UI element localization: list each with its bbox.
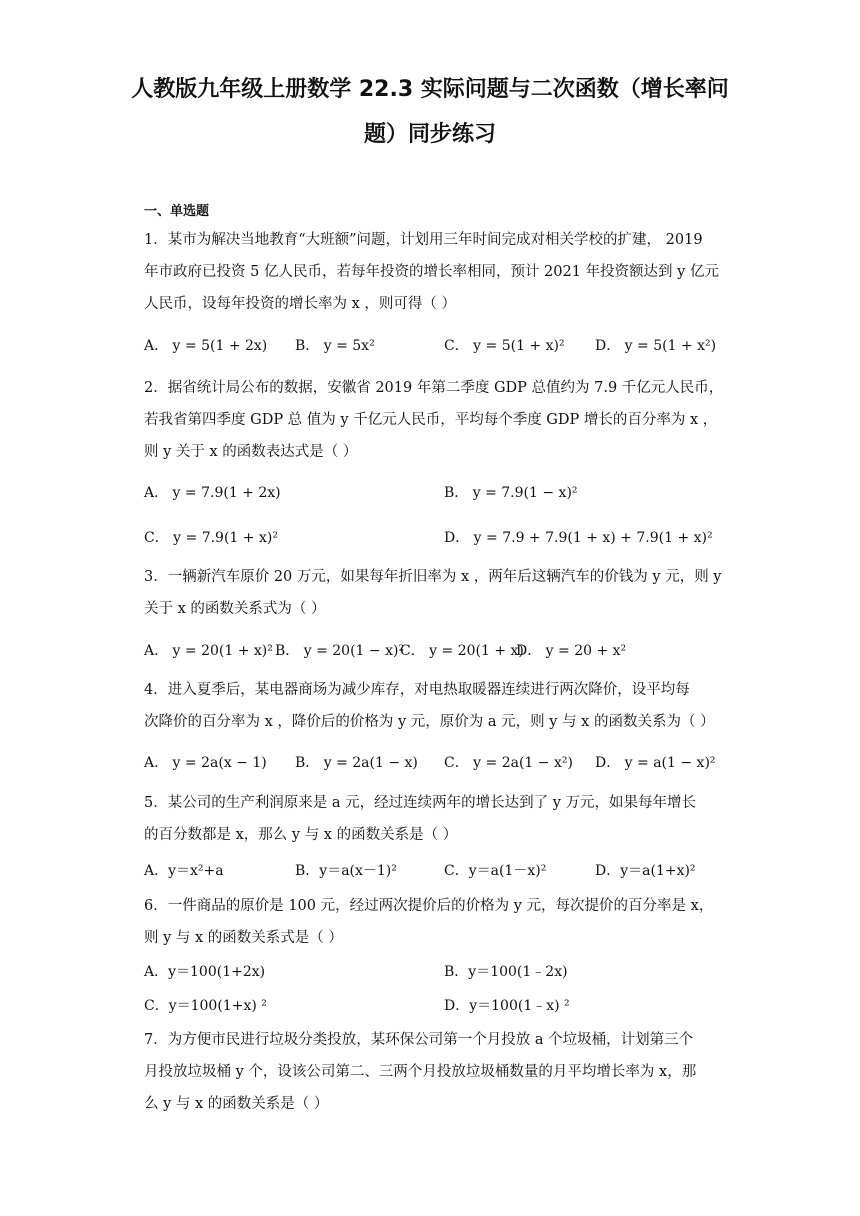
question-2-option-c: C． y = 7.9(1 + x)² <box>144 530 278 546</box>
question-5-option-c: C．y＝a(1－x)² <box>444 863 547 879</box>
question-5-line-1: 5．某公司的生产利润原来是 a 元，经过连续两年的增长达到了 y 万元，如果每年增长 <box>144 795 696 811</box>
question-7-line-3: 么 y 与 x 的函数关系是（ ） <box>144 1096 329 1112</box>
question-2-line-1: 2．据省统计局公布的数据，安徽省 2019 年第二季度 GDP 总值约为 7.9 千亿元人民币， <box>144 380 724 396</box>
question-3-line-1: 3．一辆新汽车原价 20 万元，如果每年折旧率为 x ，两年后这辆汽车的价钱为 y 元，则 y <box>144 569 722 585</box>
question-4-line-1: 4．进入夏季后，某电器商场为减少库存，对电热取暖器连续进行两次降价，设平均每 <box>144 682 690 698</box>
question-2-option-a: A． y = 7.9(1 + 2x) <box>144 485 281 501</box>
question-7-line-2: 月投放垃圾桶 y 个，设该公司第二、三两个月投放垃圾桶数量的月平均增长率为 x，那 <box>144 1064 697 1080</box>
document-title-line1: 人教版九年级上册数学 22.3 实际问题与二次函数（增长率问 <box>131 77 729 102</box>
question-5-line-2: 的百分数都是 x，那么 y 与 x 的函数关系是（ ） <box>144 827 458 843</box>
question-3-line-2: 关于 x 的函数关系式为（ ） <box>144 601 326 617</box>
question-6-line-1: 6．一件商品的原价是 100 元，经过两次提价后的价格为 y 元，每次提价的百分率是 x， <box>144 898 714 914</box>
question-4-option-c: C． y = 2a(1 − x²) <box>444 755 573 771</box>
question-1-line-2: 年市政府已投资 5 亿人民币，若每年投资的增长率相同，预计 2021 年投资额达到 y 亿元 <box>144 264 719 280</box>
question-3-option-c: C． y = 20(1 + x) <box>400 643 524 659</box>
question-4-option-b: B． y = 2a(1 − x) <box>295 755 418 771</box>
question-5-option-a: A．y＝x²+a <box>144 863 224 879</box>
question-6-option-a: A．y＝100(1+2x) <box>144 964 266 980</box>
question-2-option-b: B． y = 7.9(1 − x)² <box>444 485 578 501</box>
question-4-option-d: D． y = a(1 − x)² <box>595 755 716 771</box>
section-heading: 一、单选题 <box>144 204 210 219</box>
question-1-option-c: C． y = 5(1 + x)² <box>444 338 565 354</box>
question-6-option-d: D．y＝100(1﹣x) ² <box>444 998 570 1014</box>
question-1-option-a: A． y = 5(1 + 2x) <box>144 338 268 354</box>
question-4-line-2: 次降价的百分率为 x ，降价后的价格为 y 元，原价为 a 元，则 y 与 x 的函数关系为（ ） <box>144 714 715 730</box>
question-1-line-3: 人民币，设每年投资的增长率为 x ，则可得（ ） <box>144 296 457 312</box>
question-1-option-d: D． y = 5(1 + x²) <box>595 338 717 354</box>
question-1-line-1: 1．某市为解决当地教育“大班额”问题，计划用三年时间完成对相关学校的扩建， 2019 <box>144 232 703 248</box>
question-3-option-a: A． y = 20(1 + x)² <box>144 643 273 659</box>
question-2-line-2: 若我省第四季度 GDP 总 值为 y 千亿元人民币，平均每个季度 GDP 增长的百分率为 x ， <box>144 412 718 428</box>
question-2-option-d: D． y = 7.9 + 7.9(1 + x) + 7.9(1 + x)² <box>444 530 713 546</box>
document-title-line2: 题）同步练习 <box>363 122 496 147</box>
question-3-option-d: D． y = 20 + x² <box>516 643 627 659</box>
question-4-option-a: A． y = 2a(x − 1) <box>144 755 267 771</box>
question-5-option-d: D．y＝a(1+x)² <box>595 863 696 879</box>
question-3-option-b: B． y = 20(1 − x)² <box>275 643 405 659</box>
question-5-option-b: B．y＝a(x－1)² <box>295 863 397 879</box>
question-1-option-b: B． y = 5x² <box>295 338 375 354</box>
question-7-line-1: 7．为方便市民进行垃圾分类投放，某环保公司第一个月投放 a 个垃圾桶，计划第三个 <box>144 1032 694 1048</box>
question-6-option-c: C．y＝100(1+x) ² <box>144 998 267 1014</box>
question-6-line-2: 则 y 与 x 的函数关系式是（ ） <box>144 930 343 946</box>
question-6-option-b: B．y＝100(1﹣2x) <box>444 964 568 980</box>
question-2-line-3: 则 y 关于 x 的函数表达式是（ ） <box>144 444 358 460</box>
